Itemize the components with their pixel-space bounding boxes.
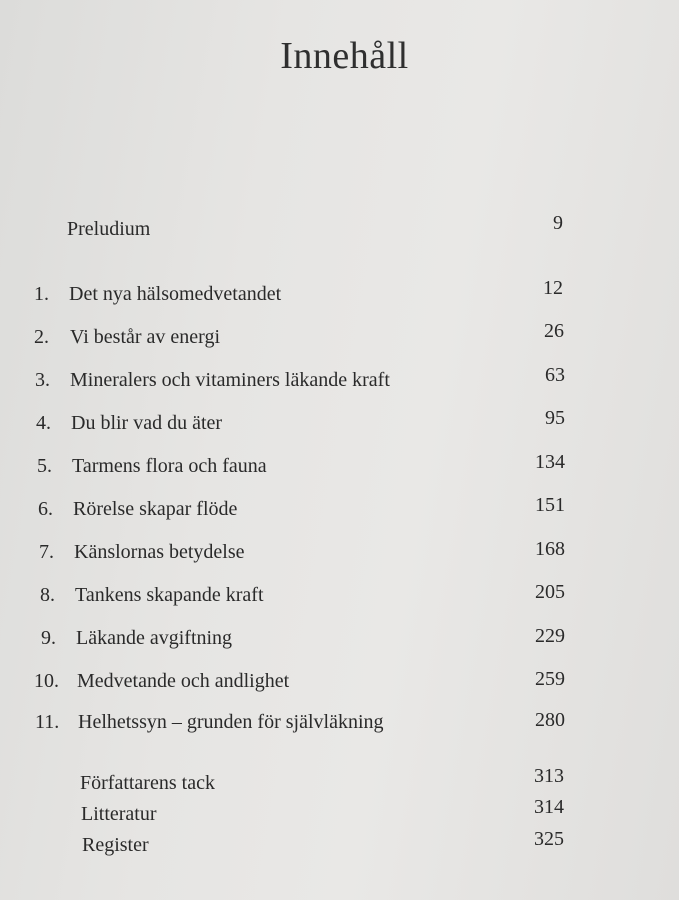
toc-entry-label: Tankens skapande kraft xyxy=(75,584,264,606)
toc-entry-page: 63 xyxy=(545,364,565,386)
toc-entry-number: 7. xyxy=(39,541,54,563)
toc-entry-label: Författarens tack xyxy=(80,772,215,794)
toc-entry-number: 11. xyxy=(35,711,60,733)
toc-entry xyxy=(0,581,679,609)
toc-entry-page: 325 xyxy=(534,828,564,850)
toc-entry xyxy=(0,624,679,652)
toc-entry xyxy=(0,320,679,351)
toc-entry-page: 313 xyxy=(534,765,564,787)
toc-entry-number: 4. xyxy=(36,412,51,434)
toc-entry-prelude xyxy=(0,212,679,243)
toc-entry-number: 9. xyxy=(41,627,56,649)
toc-entry-label: Det nya hälsomedvetandet xyxy=(69,283,282,305)
toc-entry-back-matter xyxy=(0,828,679,859)
toc-entry-number: 8. xyxy=(40,584,55,606)
toc-entry-label: Rörelse skapar flöde xyxy=(73,498,238,520)
toc-entry-label: Mineralers och vitaminers läkande kraft xyxy=(70,369,390,391)
toc-entry-number: 3. xyxy=(35,369,50,391)
toc-entry-back-matter xyxy=(0,796,679,828)
toc-entry-page: 26 xyxy=(544,320,564,342)
toc-entry-label: Litteratur xyxy=(81,803,157,825)
toc-entry-number: 10. xyxy=(34,670,59,692)
toc-entry-label: Register xyxy=(82,834,149,856)
toc-entry-label: Medvetande och andlighet xyxy=(77,670,290,692)
toc-entry-number: 1. xyxy=(34,283,49,305)
toc-entry-label: Känslornas betydelse xyxy=(74,541,245,563)
toc-entry-label: Helhetssyn – grunden för självläkning xyxy=(78,711,384,733)
toc-entry-label: Du blir vad du äter xyxy=(71,412,223,434)
toc-entry-page: 9 xyxy=(553,212,563,234)
toc-entry-page: 151 xyxy=(535,494,565,516)
toc-entry-page: 280 xyxy=(535,709,565,731)
toc-entry-page: 168 xyxy=(535,538,565,560)
toc-entry xyxy=(0,366,679,394)
toc-entry-page: 205 xyxy=(535,581,565,603)
toc-entry xyxy=(0,708,679,736)
toc-entry-page: 95 xyxy=(545,407,565,429)
toc-entry-label: Preludium xyxy=(67,218,151,240)
toc-entry-number: 2. xyxy=(34,326,49,348)
toc-entry xyxy=(0,667,679,695)
toc-entry-number: 6. xyxy=(38,498,53,520)
toc-entry-page: 229 xyxy=(535,625,565,647)
toc-entry-page: 134 xyxy=(535,451,565,473)
page-title: Innehåll xyxy=(280,35,409,77)
toc-entry-page: 259 xyxy=(535,668,565,690)
toc-entry-page: 12 xyxy=(543,277,563,299)
toc-entry xyxy=(0,277,679,308)
toc-entry-label: Vi består av energi xyxy=(70,326,221,348)
toc-entry-back-matter xyxy=(0,765,679,797)
toc-entry xyxy=(0,495,679,523)
toc-entry-label: Tarmens flora och fauna xyxy=(72,455,267,477)
toc-entry-label: Läkande avgiftning xyxy=(76,627,233,649)
toc-entry xyxy=(0,538,679,566)
toc-entry-number: 5. xyxy=(37,455,52,477)
toc-entry xyxy=(0,409,679,437)
toc-entry-page: 314 xyxy=(534,796,564,818)
toc-entry xyxy=(0,452,679,480)
